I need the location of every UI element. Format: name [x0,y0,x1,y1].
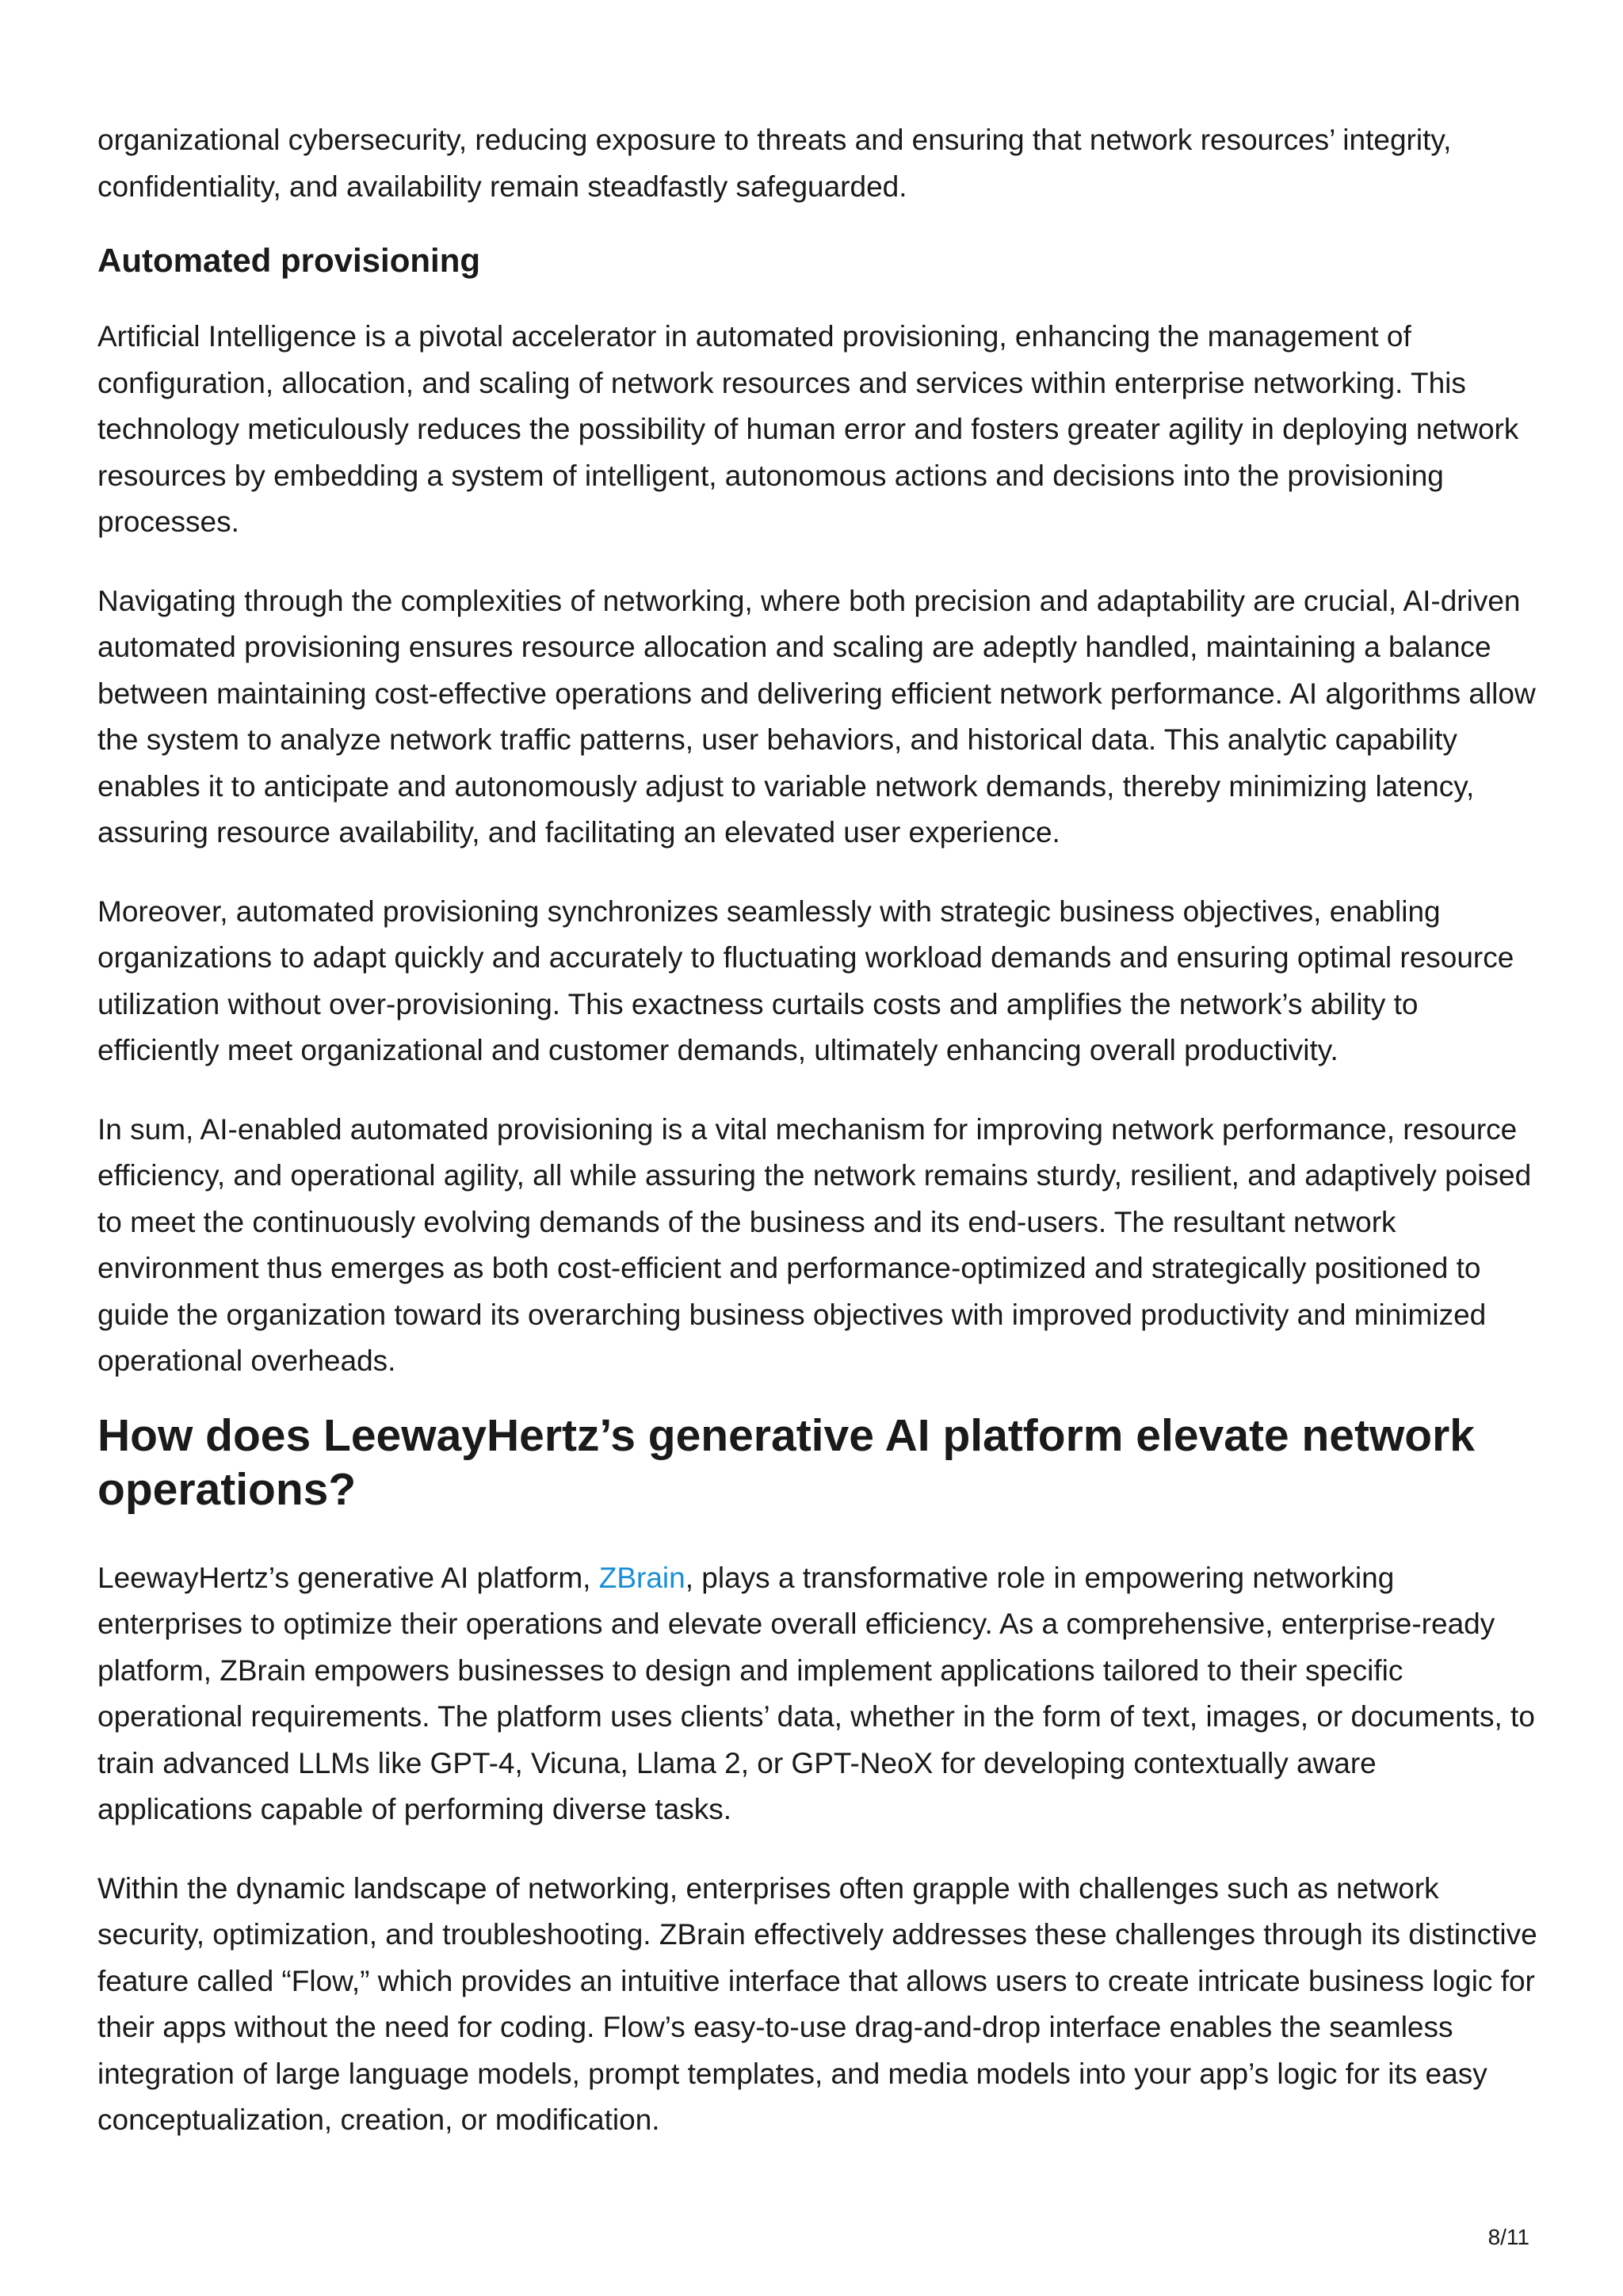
zbrain-link[interactable]: ZBrain [598,1561,685,1594]
leewayhertz-p1-text-after: , plays a transformative role in empowering networking enterprises to optimize their operations and elevate overall efficiency. As a comprehensive, enterprise-ready platform, ZBrain empowers businesses to design and implement applications tailored to their specific operational requirements. The platform uses clients’ data, whether in the form of text, images, or documents, to train advanced LLMs like GPT-4, Vicuna, Llama 2, or GPT-NeoX for developing contextually aware applications capable of performing diverse tasks. [97,1561,1535,1825]
document-page [97,117,1538,2176]
leewayhertz-paragraph-2: Within the dynamic landscape of networking, enterprises often grapple with challenges such as network security, optimization, and troubleshooting. ZBrain effectively addresses these challenges through its distinctive feature called “Flow,” which provides an intuitive interface that allows users to create intricate business logic for their apps without the need for coding. Flow’s easy-to-use drag-and-drop interface enables the seamless integration of large language models, prompt templates, and media models into your app’s logic for its easy conceptualization, creation, or modification. [97,1871,1537,2136]
page-number: 8/11 [1487,2225,1529,2249]
automated-provisioning-heading: Automated provisioning [97,242,480,279]
automated-provisioning-paragraph-4: In sum, AI-enabled automated provisioning is a vital mechanism for improving network performance, resource efficiency, and operational agility, all while assuring the network remains sturdy, resilient, and adaptively poised to meet the continuously evolving demands of the business and its end-users. The resultant network environment thus emerges as both cost-efficient and performance-optimized and strategically positioned to guide the organization toward its overarching business objectives with improved productivity and minimized operational overheads. [97,1112,1532,1377]
leewayhertz-p1-text-before: LeewayHertz’s generative AI platform, [97,1561,599,1594]
leewayhertz-section-heading: How does LeewayHertz’s generative AI platform elevate network operations? [97,1409,1475,1515]
automated-provisioning-paragraph-3: Moreover, automated provisioning synchronizes seamlessly with strategic business objectives, enabling organizations to adapt quickly and accurately to fluctuating workload demands and ensuring optimal resource utilization without over-provisioning. This exactness curtails costs and amplifies the network’s ability to efficiently meet organizational and customer demands, ultimately enhancing overall productivity. [97,894,1514,1066]
intro-continuation-paragraph: organizational cybersecurity, reducing exposure to threats and ensuring that network resources’ integrity, confidentiality, and availability remain steadfastly safeguarded. [97,124,1452,203]
leewayhertz-paragraph-1 [97,1555,1538,1833]
automated-provisioning-paragraph-1: Artificial Intelligence is a pivotal accelerator in automated provisioning, enhancing the management of configuration, allocation, and scaling of network resources and services within enterprise networking. This technology meticulously reduces the possibility of human error and fosters greater agility in deploying network resources by embedding a system of intelligent, autonomous actions and decisions into the provisioning processes. [97,320,1519,538]
automated-provisioning-paragraph-2: Navigating through the complexities of networking, where both precision and adaptability are crucial, AI-driven automated provisioning ensures resource allocation and scaling are adeptly handled, maintaining a balance between maintaining cost-effective operations and delivering efficient network performance. AI algorithms allow the system to analyze network traffic patterns, user behaviors, and historical data. This analytic capability enables it to anticipate and autonomously adjust to variable network demands, thereby minimizing latency, assuring resource availability, and facilitating an elevated user experience. [97,584,1536,849]
